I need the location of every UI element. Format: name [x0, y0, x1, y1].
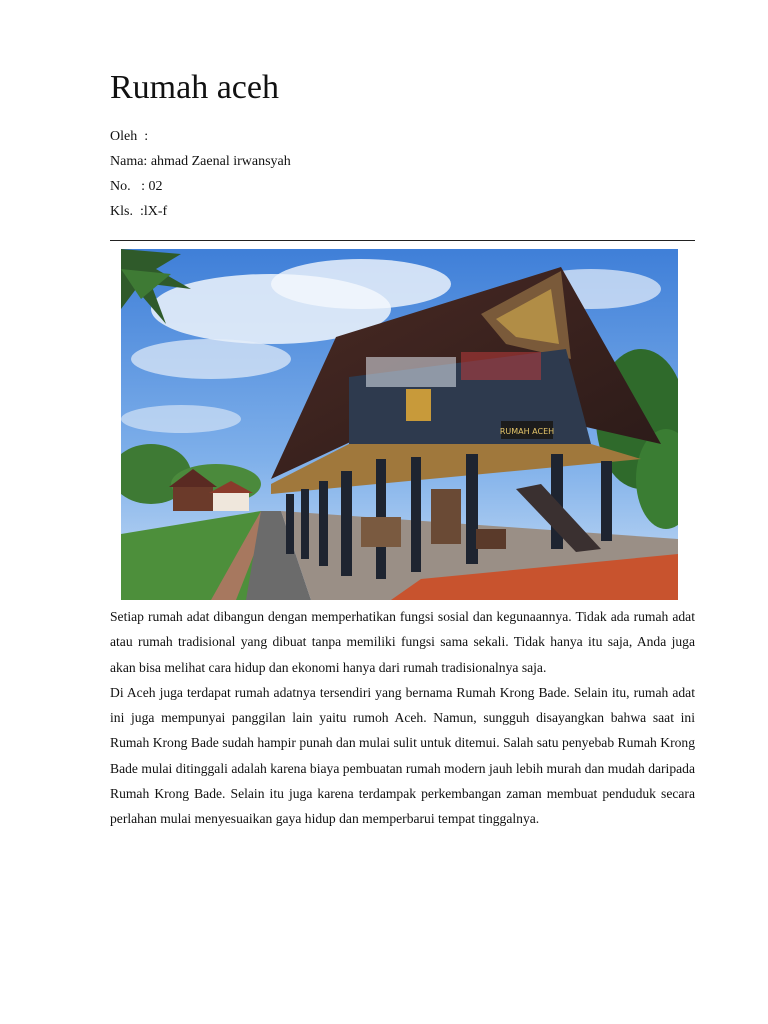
- body-text: [110, 604, 695, 832]
- horizontal-divider: [110, 240, 695, 241]
- author-number: No. : 02: [110, 179, 163, 194]
- author-label: Oleh :: [110, 129, 149, 144]
- author-info: [110, 124, 291, 224]
- rumah-aceh-photo: [121, 249, 678, 600]
- author-name: Nama: ahmad Zaenal irwansyah: [110, 154, 291, 169]
- document-title: Rumah aceh: [110, 69, 279, 106]
- house-sign-text: RUMAH ACEH: [499, 427, 555, 436]
- paragraph-2: Di Aceh juga terdapat rumah adatnya tersendiri yang bernama Rumah Krong Bade. Selain itu, rumah adat ini juga mempunyai panggilan lain yaitu rumoh Aceh. Namun, sungguh disayangkan bahwa saat ini Rumah Krong Bade sudah hampir punah dan mulai sulit untuk ditemui. Salah satu penyebab Rumah Krong Bade mulai ditinggali adalah karena biaya pembuatan rumah modern jauh lebih murah dan mudah daripada Rumah Krong Bade. Selain itu juga karena terdampak perkembangan zaman membuat penduduk secara perlahan mulai menyesuaikan gaya hidup dan memperbarui tempat tinggalnya.: [110, 684, 695, 827]
- paragraph-1: Setiap rumah adat dibangun dengan memperhatikan fungsi sosial dan kegunaannya. Tidak ada rumah adat atau rumah tradisional yang dibuat tanpa memiliki fungsi sama sekali. Tidak hanya itu saja, Anda juga akan bisa melihat cara hidup dan ekonomi hanya dari rumah tradisionalnya saja.: [110, 609, 695, 675]
- author-class: Kls. :lX-f: [110, 204, 168, 219]
